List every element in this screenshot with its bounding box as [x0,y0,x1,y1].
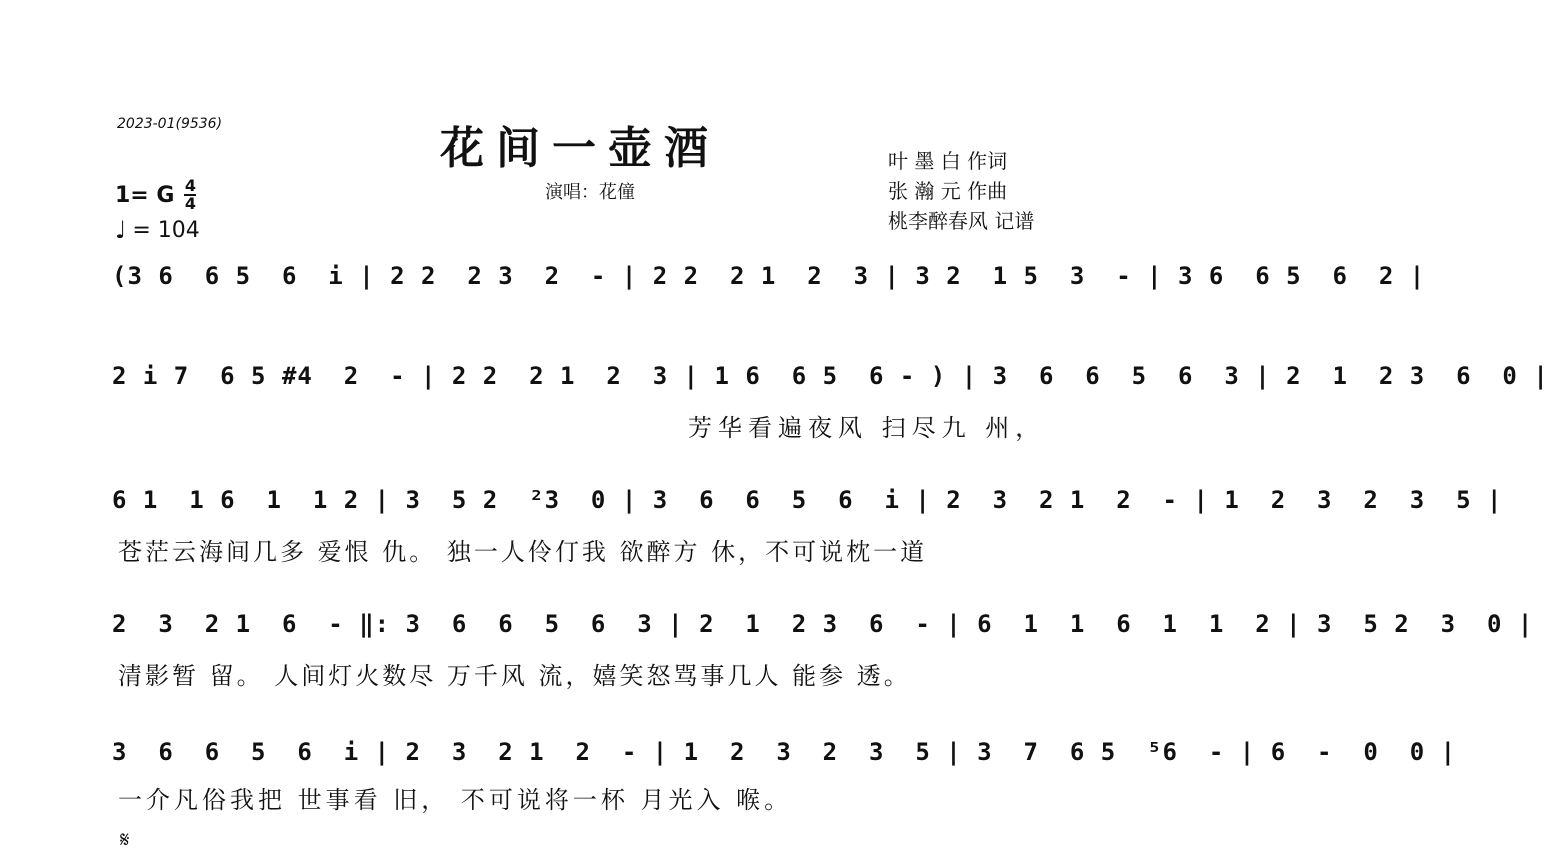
score-line-1: (3 6 6 5 6 i | 2 2 2 3 2 - | 2 2 2 1 2 3 | 3 2 1 5 3 - | 3 6 6 5 6 2 | [112,262,1426,290]
credits [888,146,1034,236]
lyric-line-4: 一介凡俗我把 世事看 旧， 不可说将一杯 月光入 喉。 [118,786,793,814]
key-label: 1= G [115,182,175,208]
lyricist-credit: 叶 墨 白 作词 [888,149,1008,173]
transcriber-credit: 桃李醉春风 记谱 [888,209,1035,233]
score-line-3: 6 1 1 6 1 1 2 | 3 5 2 ²3 0 | 3 6 6 5 6 i | 2 3 2 1 2 - | 1 2 3 2 3 5 | [112,486,1503,514]
score-line-2: 2 i 7 6 5 #4 2 - | 2 2 2 1 2 3 | 1 6 6 5 6 - ) | 3 6 6 5 6 3 | 2 1 2 3 6 0 | [112,362,1549,390]
lyric-line-1: 芳华看遍夜风 扫尽九 州， [688,414,1046,442]
score-line-4: 2 3 2 1 6 - ‖: 3 6 6 5 6 3 | 2 1 2 3 6 - | 6 1 1 6 1 1 2 | 3 5 2 3 0 | [112,610,1534,638]
score-line-5: 3 6 6 5 6 i | 2 3 2 1 2 - | 1 2 3 2 3 5 | 3 7 6 5 ⁵6 - | 6 - 0 0 | [112,738,1457,766]
lyric-line-3: 清影暂 留。 人间灯火数尽 万千风 流，嬉笑怒骂事几人 能参 透。 [118,662,911,690]
tempo-value: = 104 [132,217,200,243]
key-signature [115,178,196,212]
composer-credit: 张 瀚 元 作曲 [888,179,1008,203]
segno-icon: 𝄋 [120,828,130,853]
score-code: 2023-01(9536) [117,116,223,132]
singer-label: 演唱：花僮 [545,182,635,203]
tempo-marking [115,216,200,244]
song-title: 花间一壶酒 [440,123,720,174]
time-top: 4 [184,176,197,195]
time-bottom: 4 [184,194,197,213]
lyric-line-2: 苍茫云海间几多 爱恨 仇。 独一人伶仃我 欲醉方 休，不可说枕一道 [118,538,928,566]
time-signature [184,178,196,212]
quarter-note-icon: ♩ [115,216,127,244]
